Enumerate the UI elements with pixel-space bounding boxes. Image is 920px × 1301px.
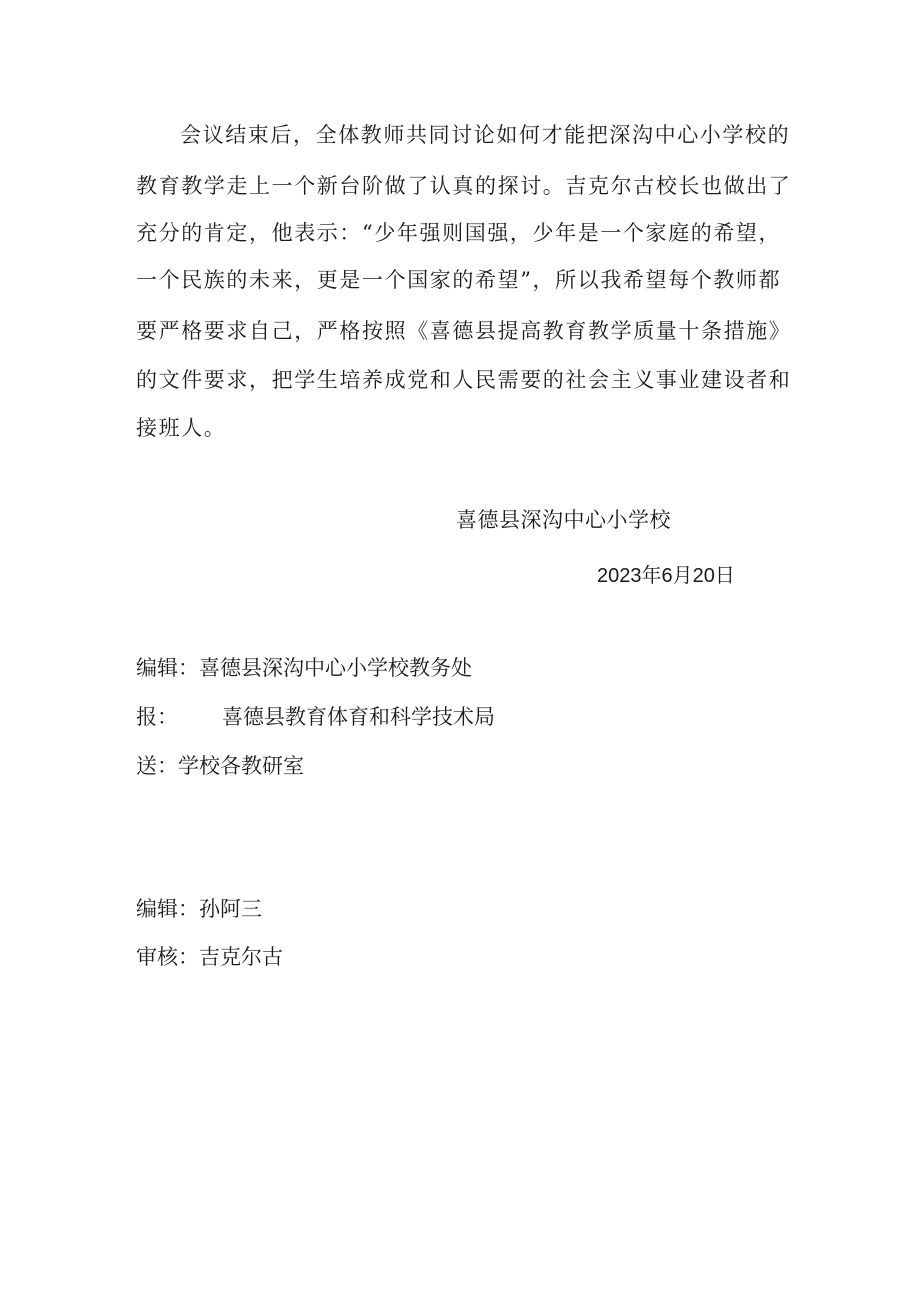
credits-reviewer <box>136 943 283 972</box>
paragraph-line: 充分的肯定，他表示：“少年强则国强，少年是一个家庭的希望， <box>136 221 782 245</box>
paragraph-line: 一个民族的未来，更是一个国家的希望”，所以我希望每个教师都 <box>136 268 782 292</box>
credits-reviewer-value: 吉克尔古 <box>199 945 283 969</box>
credits-editor <box>136 895 262 924</box>
distribution-editor <box>136 654 472 683</box>
signature-school: 喜德县深沟中心小学校 <box>456 508 671 532</box>
distribution-editor-value: 喜德县深沟中心小学校教务处 <box>199 656 472 680</box>
paragraph-line: 接班人。 <box>136 416 227 440</box>
distribution-send-value: 学校各教研室 <box>178 754 304 778</box>
credits-editor-value: 孙阿三 <box>199 897 262 921</box>
distribution-editor-label: 编辑： <box>136 656 199 680</box>
paragraph-line: 会议结束后，全体教师共同讨论如何才能把深沟中心小学校的 <box>180 123 791 147</box>
distribution-report-value: 喜德县教育体育和科学技术局 <box>222 705 495 729</box>
credits-reviewer-label: 审核： <box>136 945 199 969</box>
distribution-send-label: 送： <box>136 754 178 778</box>
signature-date: 2023年6月20日 <box>597 565 735 587</box>
distribution-send <box>136 752 304 781</box>
paragraph-line: 教育教学走上一个新台阶做了认真的探讨。吉克尔古校长也做出了 <box>136 174 792 198</box>
distribution-report <box>136 703 495 732</box>
credits-editor-label: 编辑： <box>136 897 199 921</box>
paragraph-line: 要严格要求自己，严格按照《喜德县提高教育教学质量十条措施》 <box>136 319 792 343</box>
paragraph-line: 的文件要求，把学生培养成党和人民需要的社会主义事业建设者和 <box>136 368 792 392</box>
distribution-report-label: 报： <box>136 705 178 729</box>
